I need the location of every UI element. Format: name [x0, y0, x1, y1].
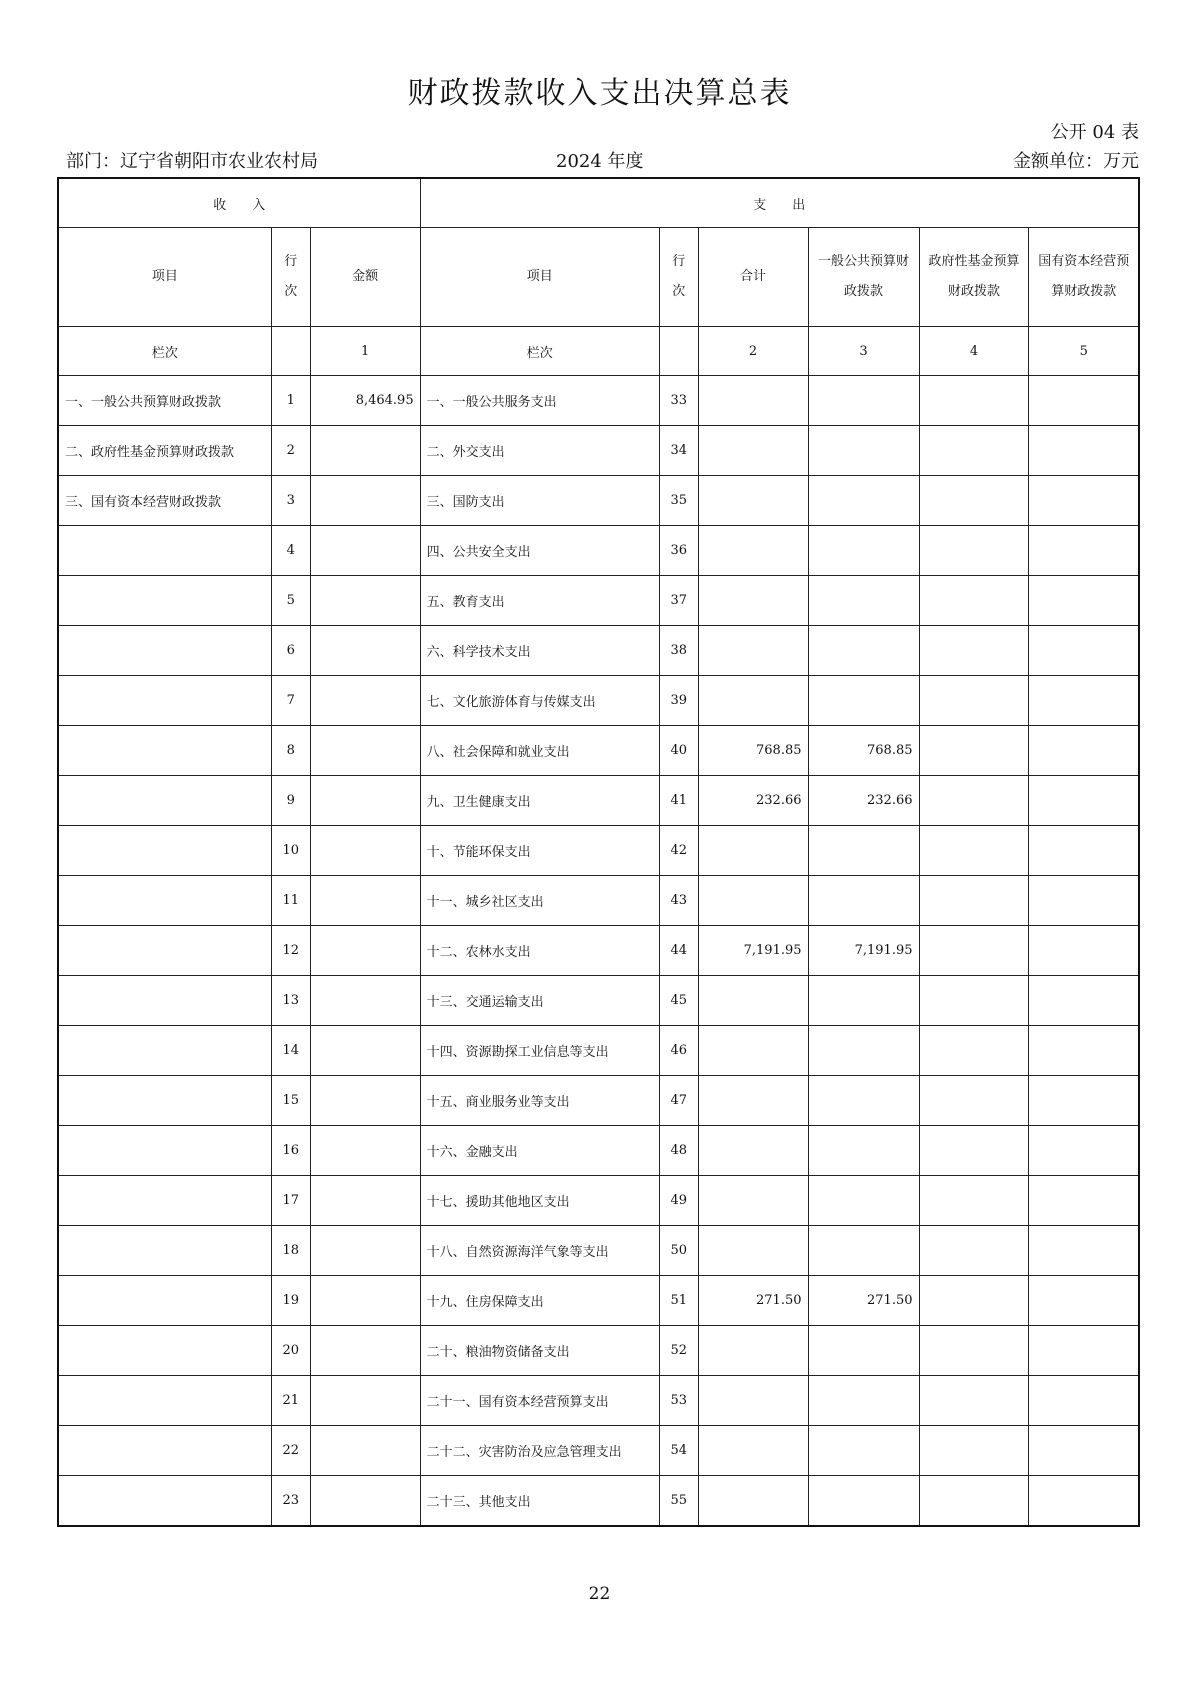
- expense-total-cell: [698, 476, 808, 526]
- table-row: [58, 1476, 1139, 1527]
- colno-expense-row: [659, 327, 698, 376]
- expense-item-cell: 十二、农林水支出: [420, 926, 659, 976]
- table-row: [58, 526, 1139, 576]
- income-row-no-cell: 11: [271, 876, 310, 926]
- expense-general-cell: [808, 476, 919, 526]
- table-row: [58, 926, 1139, 976]
- expense-row-no-cell: 38: [659, 626, 698, 676]
- expense-fund-cell: [919, 426, 1029, 476]
- expense-total-cell: [698, 1326, 808, 1376]
- table-row: [58, 976, 1139, 1026]
- expense-general-cell: 7,191.95: [808, 926, 919, 976]
- income-row-no-cell: 14: [271, 1026, 310, 1076]
- income-item-cell: [58, 776, 271, 826]
- expense-item-cell: 十四、资源勘探工业信息等支出: [420, 1026, 659, 1076]
- expense-fund-cell: [919, 1476, 1029, 1527]
- income-item-cell: [58, 826, 271, 876]
- income-item-cell: [58, 526, 271, 576]
- expense-item-cell: 二、外交支出: [420, 426, 659, 476]
- income-amount-cell: [310, 1376, 420, 1426]
- expense-total-cell: 232.66: [698, 776, 808, 826]
- income-item-cell: [58, 1376, 271, 1426]
- income-row-no-cell: 19: [271, 1276, 310, 1326]
- colno-expense-item: 栏次: [420, 327, 659, 376]
- department-label: 部门：辽宁省朝阳市农业农村局: [66, 151, 318, 172]
- expense-row-no-cell: 46: [659, 1026, 698, 1076]
- income-amount-cell: [310, 526, 420, 576]
- expense-general-cell: [808, 576, 919, 626]
- expense-total-cell: [698, 1226, 808, 1276]
- income-item-cell: [58, 976, 271, 1026]
- table-row: [58, 1376, 1139, 1426]
- expense-general-cell: [808, 876, 919, 926]
- expense-fund-cell: [919, 976, 1029, 1026]
- income-amount-cell: [310, 1176, 420, 1226]
- income-amount-cell: [310, 1076, 420, 1126]
- page-number: 22: [588, 1584, 611, 1604]
- income-row-no-cell: 20: [271, 1326, 310, 1376]
- expense-state-cell: [1029, 876, 1139, 926]
- income-amount-cell: [310, 426, 420, 476]
- header-income-amount: 金额: [310, 228, 420, 327]
- table-row: [58, 776, 1139, 826]
- expense-state-cell: [1029, 676, 1139, 726]
- income-amount-cell: [310, 726, 420, 776]
- expense-item-cell: 十八、自然资源海洋气象等支出: [420, 1226, 659, 1276]
- income-amount-cell: [310, 1026, 420, 1076]
- table-row: [58, 1076, 1139, 1126]
- expense-total-cell: [698, 826, 808, 876]
- expense-general-cell: [808, 1376, 919, 1426]
- table-row: [58, 1326, 1139, 1376]
- expense-row-no-cell: 55: [659, 1476, 698, 1527]
- expense-row-no-cell: 47: [659, 1076, 698, 1126]
- expense-item-cell: 一、一般公共服务支出: [420, 376, 659, 426]
- expense-state-cell: [1029, 426, 1139, 476]
- expense-row-no-cell: 50: [659, 1226, 698, 1276]
- expense-fund-cell: [919, 676, 1029, 726]
- income-row-no-cell: 23: [271, 1476, 310, 1527]
- header-expense-item: 项目: [420, 228, 659, 327]
- expense-general-cell: [808, 626, 919, 676]
- income-amount-cell: 8,464.95: [310, 376, 420, 426]
- income-item-cell: 二、政府性基金预算财政拨款: [58, 426, 271, 476]
- income-row-no-cell: 17: [271, 1176, 310, 1226]
- expense-item-cell: 十七、援助其他地区支出: [420, 1176, 659, 1226]
- table-row: [58, 726, 1139, 776]
- column-number-row: [58, 327, 1139, 376]
- expense-fund-cell: [919, 726, 1029, 776]
- expense-total-cell: [698, 1376, 808, 1426]
- expense-state-cell: [1029, 1176, 1139, 1226]
- column-header-row: [58, 228, 1139, 327]
- table-row: [58, 626, 1139, 676]
- income-item-cell: 三、国有资本经营财政拨款: [58, 476, 271, 526]
- expense-row-no-cell: 36: [659, 526, 698, 576]
- income-item-cell: [58, 676, 271, 726]
- expense-fund-cell: [919, 626, 1029, 676]
- expense-item-cell: 十一、城乡社区支出: [420, 876, 659, 926]
- income-row-no-cell: 2: [271, 426, 310, 476]
- income-amount-cell: [310, 476, 420, 526]
- expense-item-cell: 十五、商业服务业等支出: [420, 1076, 659, 1126]
- expense-total-cell: [698, 576, 808, 626]
- income-amount-cell: [310, 1426, 420, 1476]
- expense-total-cell: [698, 526, 808, 576]
- expense-total-cell: [698, 1126, 808, 1176]
- expense-general-cell: [808, 1026, 919, 1076]
- expense-general-cell: [808, 526, 919, 576]
- table-row: [58, 476, 1139, 526]
- expense-total-cell: [698, 676, 808, 726]
- table-row: [58, 1026, 1139, 1076]
- income-item-cell: [58, 1076, 271, 1126]
- page-title: 财政拨款收入支出决算总表: [407, 76, 792, 111]
- income-row-no-cell: 15: [271, 1076, 310, 1126]
- table-row: [58, 576, 1139, 626]
- income-amount-cell: [310, 626, 420, 676]
- income-amount-cell: [310, 576, 420, 626]
- expense-total-cell: [698, 1076, 808, 1126]
- income-amount-cell: [310, 976, 420, 1026]
- expense-row-no-cell: 51: [659, 1276, 698, 1326]
- form-number: 公开 04 表: [1050, 122, 1139, 143]
- income-row-no-cell: 6: [271, 626, 310, 676]
- expense-general-cell: [808, 376, 919, 426]
- expense-general-cell: [808, 826, 919, 876]
- income-row-no-cell: 18: [271, 1226, 310, 1276]
- expense-item-cell: 十六、金融支出: [420, 1126, 659, 1176]
- expense-item-cell: 十九、住房保障支出: [420, 1276, 659, 1326]
- income-row-no-cell: 22: [271, 1426, 310, 1476]
- colno-expense-total: 2: [698, 327, 808, 376]
- expense-fund-cell: [919, 1276, 1029, 1326]
- colno-expense-general: 3: [808, 327, 919, 376]
- expense-total-cell: [698, 626, 808, 676]
- expense-state-cell: [1029, 1376, 1139, 1426]
- expense-row-no-cell: 53: [659, 1376, 698, 1426]
- expense-general-cell: [808, 426, 919, 476]
- section-header-row: [58, 178, 1139, 228]
- expense-item-cell: 七、文化旅游体育与传媒支出: [420, 676, 659, 726]
- expense-general-cell: 232.66: [808, 776, 919, 826]
- expense-total-cell: [698, 1026, 808, 1076]
- table-row: [58, 1426, 1139, 1476]
- expense-item-cell: 四、公共安全支出: [420, 526, 659, 576]
- expense-general-cell: [808, 1126, 919, 1176]
- income-item-cell: 一、一般公共预算财政拨款: [58, 376, 271, 426]
- table-row: [58, 1226, 1139, 1276]
- expense-row-no-cell: 40: [659, 726, 698, 776]
- expense-item-cell: 八、社会保障和就业支出: [420, 726, 659, 776]
- income-item-cell: [58, 1426, 271, 1476]
- income-item-cell: [58, 926, 271, 976]
- table-row: [58, 1126, 1139, 1176]
- expense-fund-cell: [919, 776, 1029, 826]
- income-amount-cell: [310, 1476, 420, 1527]
- expense-total-cell: 271.50: [698, 1276, 808, 1326]
- colno-income-row: [271, 327, 310, 376]
- expense-general-cell: 271.50: [808, 1276, 919, 1326]
- income-amount-cell: [310, 876, 420, 926]
- expense-total-cell: 768.85: [698, 726, 808, 776]
- header-expense-state: 国有资本经营预算财政拨款: [1029, 228, 1139, 327]
- expense-state-cell: [1029, 1026, 1139, 1076]
- table-row: [58, 826, 1139, 876]
- expense-fund-cell: [919, 1176, 1029, 1226]
- expense-state-cell: [1029, 1226, 1139, 1276]
- expense-item-cell: 九、卫生健康支出: [420, 776, 659, 826]
- expense-total-cell: 7,191.95: [698, 926, 808, 976]
- income-row-no-cell: 7: [271, 676, 310, 726]
- expense-item-cell: 十、节能环保支出: [420, 826, 659, 876]
- expense-state-cell: [1029, 726, 1139, 776]
- table-row: [58, 426, 1139, 476]
- expense-total-cell: [698, 976, 808, 1026]
- expense-row-no-cell: 37: [659, 576, 698, 626]
- income-row-no-cell: 5: [271, 576, 310, 626]
- expense-row-no-cell: 54: [659, 1426, 698, 1476]
- expense-row-no-cell: 39: [659, 676, 698, 726]
- income-item-cell: [58, 626, 271, 676]
- income-row-no-cell: 4: [271, 526, 310, 576]
- expense-general-cell: 768.85: [808, 726, 919, 776]
- expense-state-cell: [1029, 1076, 1139, 1126]
- header-expense-fund: 政府性基金预算财政拨款: [919, 228, 1029, 327]
- colno-expense-state: 5: [1029, 327, 1139, 376]
- colno-income-item: 栏次: [58, 327, 271, 376]
- expense-general-cell: [808, 1426, 919, 1476]
- income-row-no-cell: 13: [271, 976, 310, 1026]
- colno-expense-fund: 4: [919, 327, 1029, 376]
- income-item-cell: [58, 1026, 271, 1076]
- expense-row-no-cell: 52: [659, 1326, 698, 1376]
- expense-row-no-cell: 49: [659, 1176, 698, 1226]
- income-row-no-cell: 8: [271, 726, 310, 776]
- expense-general-cell: [808, 976, 919, 1026]
- table-row: [58, 376, 1139, 426]
- expense-state-cell: [1029, 476, 1139, 526]
- income-amount-cell: [310, 1326, 420, 1376]
- expense-row-no-cell: 45: [659, 976, 698, 1026]
- income-amount-cell: [310, 776, 420, 826]
- expense-item-cell: 二十、粮油物资储备支出: [420, 1326, 659, 1376]
- expense-item-cell: 二十一、国有资本经营预算支出: [420, 1376, 659, 1426]
- expense-general-cell: [808, 1476, 919, 1527]
- expense-total-cell: [698, 1426, 808, 1476]
- expense-total-cell: [698, 376, 808, 426]
- expense-state-cell: [1029, 1326, 1139, 1376]
- expense-item-cell: 五、教育支出: [420, 576, 659, 626]
- expense-total-cell: [698, 1476, 808, 1527]
- income-row-no-cell: 9: [271, 776, 310, 826]
- expense-fund-cell: [919, 1226, 1029, 1276]
- expense-total-cell: [698, 1176, 808, 1226]
- expense-fund-cell: [919, 1076, 1029, 1126]
- income-item-cell: [58, 1326, 271, 1376]
- expense-item-cell: 六、科学技术支出: [420, 626, 659, 676]
- expense-state-cell: [1029, 976, 1139, 1026]
- income-amount-cell: [310, 676, 420, 726]
- expense-row-no-cell: 43: [659, 876, 698, 926]
- expense-fund-cell: [919, 476, 1029, 526]
- expense-state-cell: [1029, 1276, 1139, 1326]
- expense-row-no-cell: 42: [659, 826, 698, 876]
- expense-fund-cell: [919, 926, 1029, 976]
- income-row-no-cell: 21: [271, 1376, 310, 1426]
- expense-fund-cell: [919, 376, 1029, 426]
- expense-general-cell: [808, 1076, 919, 1126]
- expense-state-cell: [1029, 826, 1139, 876]
- table-row: [58, 676, 1139, 726]
- expense-item-cell: 二十三、其他支出: [420, 1476, 659, 1527]
- table-row: [58, 876, 1139, 926]
- income-row-no-cell: 1: [271, 376, 310, 426]
- expense-state-cell: [1029, 1426, 1139, 1476]
- expense-general-cell: [808, 676, 919, 726]
- expense-state-cell: [1029, 526, 1139, 576]
- amount-unit: 金额单位：万元: [1013, 151, 1139, 172]
- expense-row-no-cell: 41: [659, 776, 698, 826]
- header-expense-general: 一般公共预算财政拨款: [808, 228, 919, 327]
- income-amount-cell: [310, 1226, 420, 1276]
- income-amount-cell: [310, 1276, 420, 1326]
- income-row-no-cell: 12: [271, 926, 310, 976]
- meta-line: [66, 147, 1139, 173]
- income-section-header: 收 入: [58, 178, 420, 228]
- header-income-item: 项目: [58, 228, 271, 327]
- expense-row-no-cell: 34: [659, 426, 698, 476]
- income-item-cell: [58, 726, 271, 776]
- expense-state-cell: [1029, 926, 1139, 976]
- expense-section-header: 支 出: [420, 178, 1139, 228]
- income-item-cell: [58, 576, 271, 626]
- expense-general-cell: [808, 1226, 919, 1276]
- expense-fund-cell: [919, 1426, 1029, 1476]
- expense-state-cell: [1029, 1476, 1139, 1527]
- income-row-no-cell: 16: [271, 1126, 310, 1176]
- expense-fund-cell: [919, 526, 1029, 576]
- expense-fund-cell: [919, 1376, 1029, 1426]
- income-item-cell: [58, 1276, 271, 1326]
- income-item-cell: [58, 1176, 271, 1226]
- income-item-cell: [58, 1476, 271, 1527]
- expense-item-cell: 二十二、灾害防治及应急管理支出: [420, 1426, 659, 1476]
- expense-fund-cell: [919, 576, 1029, 626]
- expense-fund-cell: [919, 826, 1029, 876]
- income-item-cell: [58, 1226, 271, 1276]
- header-expense-total: 合计: [698, 228, 808, 327]
- header-income-row: 行次: [271, 228, 310, 327]
- financial-table: [57, 177, 1140, 1527]
- fiscal-year: 2024 年度: [556, 151, 644, 172]
- expense-state-cell: [1029, 626, 1139, 676]
- colno-income-amount: 1: [310, 327, 420, 376]
- expense-item-cell: 十三、交通运输支出: [420, 976, 659, 1026]
- expense-general-cell: [808, 1176, 919, 1226]
- expense-fund-cell: [919, 1126, 1029, 1176]
- expense-row-no-cell: 48: [659, 1126, 698, 1176]
- income-row-no-cell: 3: [271, 476, 310, 526]
- income-row-no-cell: 10: [271, 826, 310, 876]
- expense-state-cell: [1029, 1126, 1139, 1176]
- income-amount-cell: [310, 826, 420, 876]
- income-item-cell: [58, 1126, 271, 1176]
- expense-total-cell: [698, 426, 808, 476]
- expense-row-no-cell: 44: [659, 926, 698, 976]
- expense-state-cell: [1029, 776, 1139, 826]
- expense-item-cell: 三、国防支出: [420, 476, 659, 526]
- expense-fund-cell: [919, 1026, 1029, 1076]
- income-amount-cell: [310, 926, 420, 976]
- table-row: [58, 1176, 1139, 1226]
- income-item-cell: [58, 876, 271, 926]
- expense-total-cell: [698, 876, 808, 926]
- income-amount-cell: [310, 1126, 420, 1176]
- expense-general-cell: [808, 1326, 919, 1376]
- expense-state-cell: [1029, 576, 1139, 626]
- expense-row-no-cell: 33: [659, 376, 698, 426]
- expense-fund-cell: [919, 876, 1029, 926]
- expense-row-no-cell: 35: [659, 476, 698, 526]
- header-expense-row: 行次: [659, 228, 698, 327]
- expense-fund-cell: [919, 1326, 1029, 1376]
- table-row: [58, 1276, 1139, 1326]
- expense-state-cell: [1029, 376, 1139, 426]
